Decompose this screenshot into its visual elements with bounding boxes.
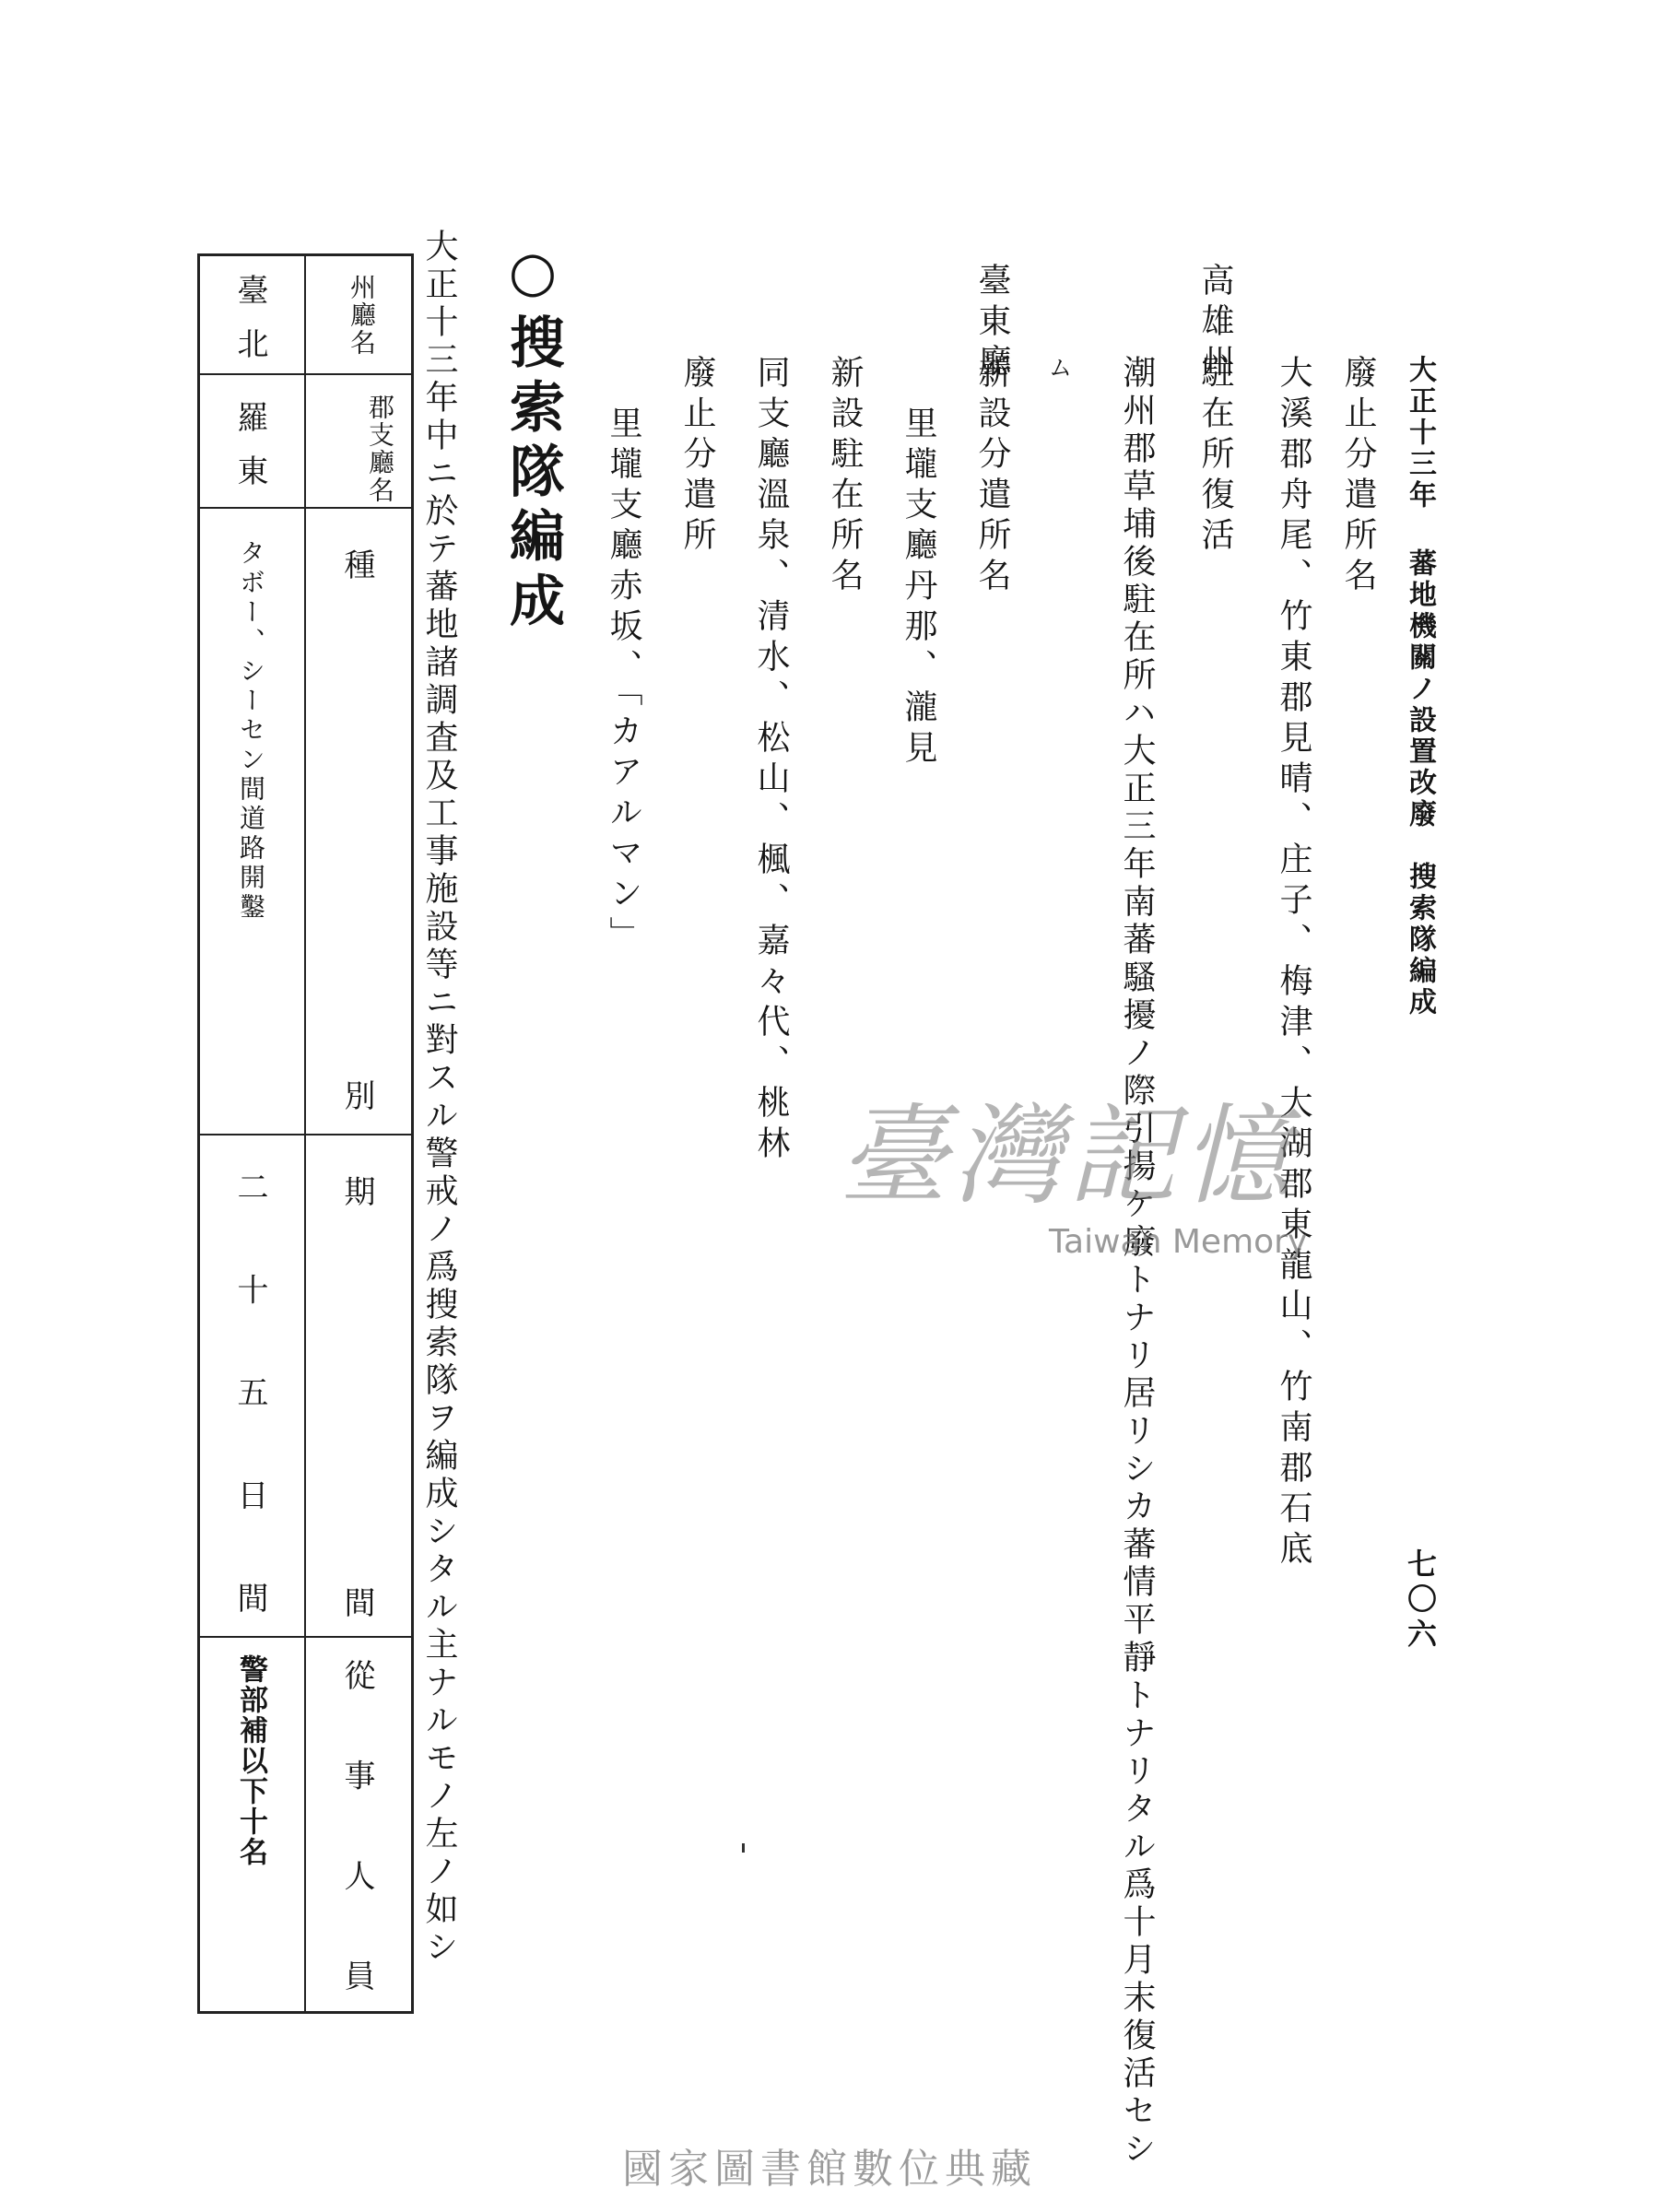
text-column: 廢止分遣所 (678, 355, 716, 558)
text-column: 新設駐在所名 (826, 355, 864, 598)
running-head-text: 蕃地機關ノ設置改廢 搜索隊編成 (1404, 548, 1436, 1018)
search-party-table (197, 253, 413, 2014)
text-column: 里壠支廳赤坂、「カアルマン」 (605, 406, 642, 957)
taiwan-memory-watermark (839, 1092, 1318, 1267)
header-personnel: 從事人員 (338, 1659, 375, 1991)
watermark-chinese: 臺灣記憶 (839, 1092, 1297, 1219)
text-column: 潮州郡草埔後駐在所ハ大正三年南蕃騷擾ノ際引揚ケ廢トナリ居リシカ蕃情平靜トナリタル爲十月末復活セシ (1118, 355, 1156, 2169)
table-divider (197, 1134, 413, 1135)
header-district: 郡支廳名 (365, 394, 395, 504)
page-number: 七〇六 (1403, 1548, 1438, 1653)
cell-period: 二十五日間 (231, 1171, 268, 1613)
scan-speck (742, 1843, 745, 1853)
text-column: 廢止分遣所名 (1339, 355, 1377, 598)
text-column: 大溪郡舟尾、竹東郡見晴、庄子、梅津、大湖郡東龍山、竹南郡石底 (1275, 355, 1312, 1571)
text-column: 駐在所復活 (1196, 355, 1234, 558)
text-column: 新設分遣所名 (973, 355, 1011, 598)
text-column: 同支廳溫泉、清水、松山、楓、嘉々代、桃林 (752, 355, 790, 1166)
text-column: 里壠支廳丹那、瀧見 (900, 406, 937, 771)
cell-prefecture: 臺北 (231, 274, 268, 381)
table-divider (197, 373, 413, 375)
running-head-chapter: 大正十三年 (1404, 355, 1436, 512)
intro-text: 大正十三年中ニ於テ蕃地諸調査及工事施設等ニ對スル警戒ノ爲搜索隊ヲ編成シタル主ナルモノ左ノ如シ (420, 229, 458, 1967)
text-column: 臺東廳 (973, 263, 1011, 384)
footer-credit: 國家圖書館數位典藏 (622, 2146, 1037, 2193)
header-prefecture: 州廳名 (347, 274, 377, 357)
text-column: ム (1044, 355, 1072, 386)
header-period: 期間 (338, 1175, 375, 1618)
running-head-title (1404, 355, 1436, 1018)
cell-personnel: 警部補以下十名 (234, 1654, 267, 1867)
table-divider (197, 507, 413, 509)
watermark-english: Taiwan Memory (1049, 1223, 1308, 1261)
cell-district: 羅東 (231, 401, 268, 508)
table-divider (197, 1636, 413, 1638)
cell-type: タボー、シーセン間道路開鑿 (236, 539, 266, 923)
header-type: 種別 (338, 548, 375, 1111)
section-heading: ○搜索隊編成 (500, 240, 565, 636)
text-column: 高雄州 (1196, 263, 1234, 384)
